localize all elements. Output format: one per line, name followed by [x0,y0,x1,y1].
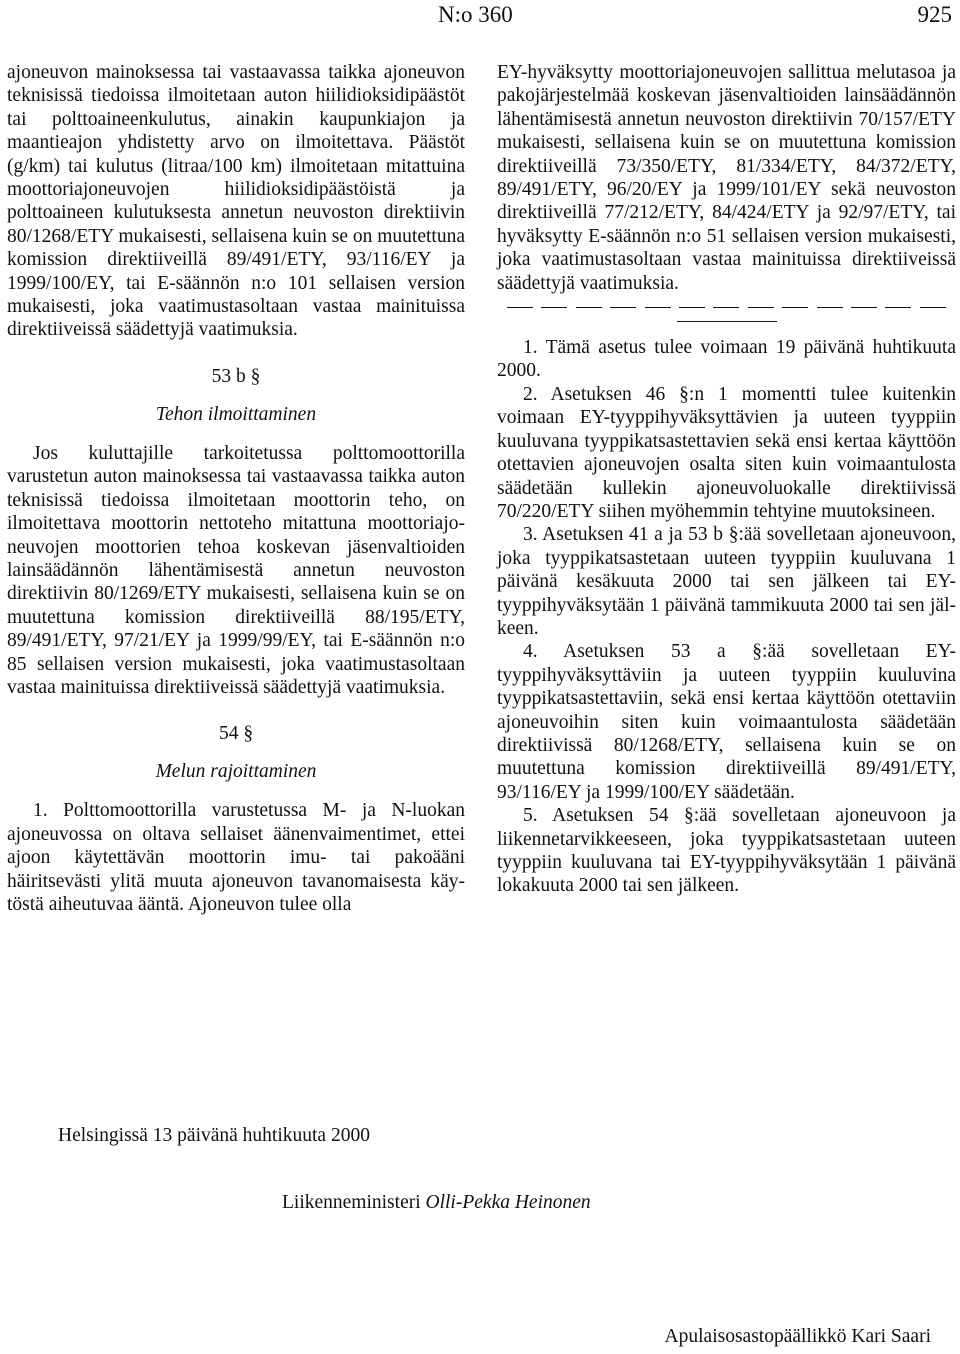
section-54-text: 1. Polttomoottorilla varustetussa M- ja N-luokan ajoneuvossa on oltava sellaiset äänenvaimentimet, ettei ajoon käytettävän moottorin imu- tai pakoääni häiritsevästi ylitä muuta ajoneuvon tavanomaisesta käytöstä aiheutuvaa ääntä. Ajoneuvon tulee olla [7,800,465,915]
section-54-title: Melun rajoittaminen [155,761,317,783]
section-53b-number: 53 b § [211,365,261,387]
minister-title: Liikenneministeri [282,1192,421,1213]
provision-item-2: 2. Asetuksen 46 §:n 1 momentti tulee kuitenkin voimaan EY-tyyppihyväksyttävien ja uuteen tyyppiin kuuluvana tyyppikatsastettavien sekä ensi kertaa käyttöön otettavien ajoneuvojen osalta siten kuin voimaantulosta säädetään kullekin ajoneuvoluokalle direktiivissä 70/220/ETY siihen myöhemmin tehtyine muutoksineen. [497,383,956,522]
continued-paragraph-right: EY-hyväksytty moottoriajoneuvojen sallittua melutasoa ja pakojärjestelmää koskevan jäsenvaltioiden lainsäädännön lähentämisestä annetun neuvoston direktiivin 70/157/ETY mukaisesti, sellaisena kuin se on muutettuna komission direktiiveillä 73/350/ETY, 81/334/ETY, 84/372/ETY, 89/491/ETY, 96/20/EY ja 1999/101/EY sekä neuvoston direktiiveillä 77/212/ETY, 84/424/ETY ja 92/97/ETY, tai hyväksytty E-säännön n:o 51 sellaisen version mukaisesti, joka vaatimustasoltaan vastaa mainituissa direktiiveissä säädettyjä vaatimuksia. [497,62,956,294]
minister-name: Olli-Pekka Heinonen [425,1192,591,1213]
separator-rule [677,321,777,322]
official-signature: Apulaisosastopäällikkö Kari Saari [664,1326,931,1347]
provision-item-3: 3. Asetuksen 41 a ja 53 b §:ää sovelletaan ajoneuvoon, joka tyyppikatsastetaan uuteen tyyppiin kuuluvana 1 päivänä kesäkuuta 2000 tai sen jälkeen tai EY-tyyppihyväksytään 1 päivänä tammikuuta 2000 tai sen jälkeen. [497,524,956,639]
continued-paragraph: ajoneuvon mainoksessa tai vastaavassa taikka ajoneuvon teknisissä tiedoissa ilmoitetaan auton hiilidioksidipäästöt tai polttoaineenkulutus, ainakin kaupunkiajon ja maantieajon yhdistetty arvo on ilmoitettava. Päästöt (g/km) tai kulutus (litraa/100 km) ilmoitetaan mitattuina moottoriajoneuvojen hiilidioksidipäästöistä ja polttoaineen kulutuksesta annetun neuvoston direktiivin 80/1268/ETY mukaisesti, sellaisena kuin se on muutettuna komission direktiiveillä 89/491/ETY, 93/116/EY ja 1999/100/EY, tai E-säännön n:o 101 sellaisen version mukaisesti, joka vaatimustasoltaan vastaa mainituissa direktiiveissä säädettyjä vaatimuksia. [7,62,465,341]
provision-item-4: 4. Asetuksen 53 a §:ää sovelletaan EY-tyyppihyväksyttäviin ja uuteen tyyppiin kuuluvina tyyppikatsastettaviin, sekä ensi kertaa käyttöön otettaviin ajoneuvoihin siten kuin voimaantulosta säädetään direktiivissä 80/1268/ETY, sellaisena kuin se on muutettuna komission direktiiveillä 89/491/ETY, 93/116/EY ja 1999/100/EY säädetään. [497,641,956,803]
omission-dashes [497,297,956,313]
section-53b-title: Tehon ilmoittaminen [155,403,317,425]
page-header [0,0,960,36]
issue-number: N:o 360 [438,2,513,27]
left-column [7,61,465,916]
minister-signature [282,1191,591,1215]
provision-item-1: 1. Tämä asetus tulee voimaan 19 päivänä huhtikuuta 2000. [497,337,956,382]
section-54-number: 54 § [218,723,254,745]
place-and-date: Helsingissä 13 päivänä huhtikuuta 2000 [58,1125,370,1146]
provision-item-5: 5. Asetuksen 54 §:ää sovelletaan ajoneuvoon ja liikennetarvikkeeseen, joka tyyppikatsastetaan uuteen tyyppiin kuuluvana tai EY-tyyppihyväksytään 1 päivänä lokakuuta 2000 tai sen jälkeen. [497,805,956,897]
section-53b-text: Jos kuluttajille tarkoitetussa polttomoottorilla varustetun auton mainoksessa tai vastaavassa taikka auton teknisissä tiedoissa ilmoitetaan moottorin teho, on ilmoitettava moottorin nettoteho mitattuna moottoriajoneuvojen moottorien tehoa koskevan jäsenvaltioiden lainsäädännön lähentämisestä annetun neuvoston direktiivin 80/1269/ETY mukaisesti, sellaisena kuin se on muutettuna komission direktiiveillä 88/195/ETY, 89/491/ETY, 97/21/EY ja 1999/99/EY, tai E-säännön n:o 85 sellaisen version mukaisesti, joka vaatimustasoltaan vastaa mainituissa direktiiveissä säädettyjä vaatimuksia. [7,442,465,698]
right-column [497,61,956,898]
page-number: 925 [917,2,952,27]
